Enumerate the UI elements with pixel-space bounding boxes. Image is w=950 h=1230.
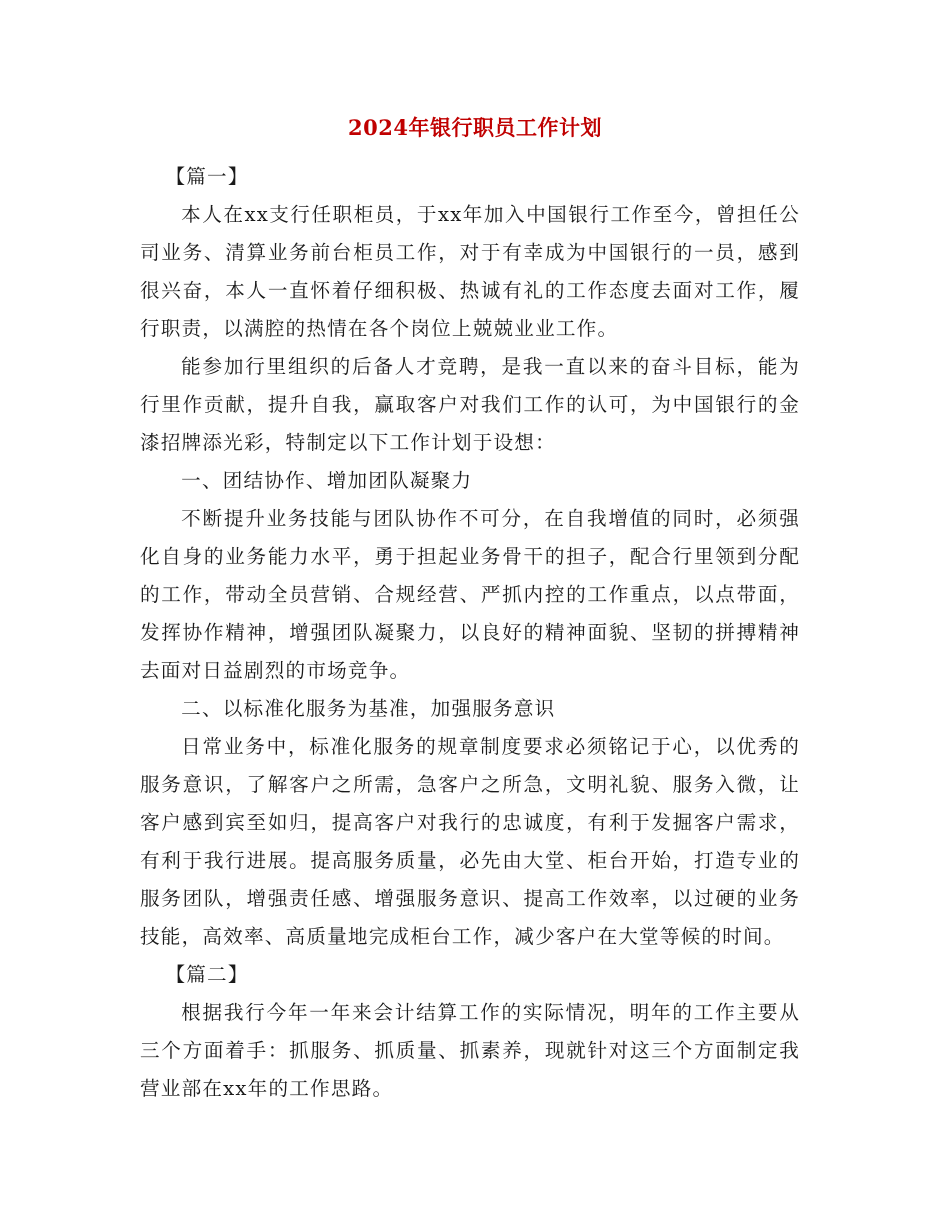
document-title: 2024年银行职员工作计划 <box>348 115 602 140</box>
subheading: 二、以标准化服务为基准，加强服务意识 <box>181 697 556 720</box>
paragraph: 日常业务中，标准化服务的规章制度要求必须铭记于心，以优秀的服务意识，了解客户之所需，急客户之所急，文明礼貌、服务入微，让客户感到宾至如归，提高客户对我行的忠诚度，有利于发掘客户需求，有利于我行进展。提高服务质量，必先由大堂、柜台开始，打造专业的服务团队，增强责任感、增强服务意识、提高工作效率，以过硬的业务技能，高效率、高质量地完成柜台工作，减少客户在大堂等候的时间。 <box>140 735 800 948</box>
paragraph: 能参加行里组织的后备人才竞聘，是我一直以来的奋斗目标，能为行里作贡献，提升自我，赢取客户对我们工作的认可，为中国银行的金漆招牌添光彩，特制定以下工作计划于设想： <box>140 355 800 454</box>
section-heading-1: 【篇一】 <box>165 165 249 188</box>
subheading: 一、团结协作、增加团队凝聚力 <box>181 469 473 492</box>
document-body <box>140 158 800 1108</box>
section-heading-2: 【篇二】 <box>165 963 249 986</box>
paragraph: 本人在xx支行任职柜员，于xx年加入中国银行工作至今，曾担任公司业务、清算业务前台柜员工作，对于有幸成为中国银行的一员，感到很兴奋，本人一直怀着仔细积极、热诚有礼的工作态度去面对工作，履行职责，以满腔的热情在各个岗位上兢兢业业工作。 <box>140 203 800 340</box>
paragraph: 根据我行今年一年来会计结算工作的实际情况，明年的工作主要从三个方面着手：抓服务、抓质量、抓素养，现就针对这三个方面制定我营业部在xx年的工作思路。 <box>140 1001 800 1100</box>
paragraph: 不断提升业务技能与团队协作不可分，在自我增值的同时，必须强化自身的业务能力水平，勇于担起业务骨干的担子，配合行里领到分配的工作，带动全员营销、合规经营、严抓内控的工作重点，以点带面，发挥协作精神，增强团队凝聚力，以良好的精神面貌、坚韧的拼搏精神去面对日益剧烈的市场竞争。 <box>140 507 800 682</box>
